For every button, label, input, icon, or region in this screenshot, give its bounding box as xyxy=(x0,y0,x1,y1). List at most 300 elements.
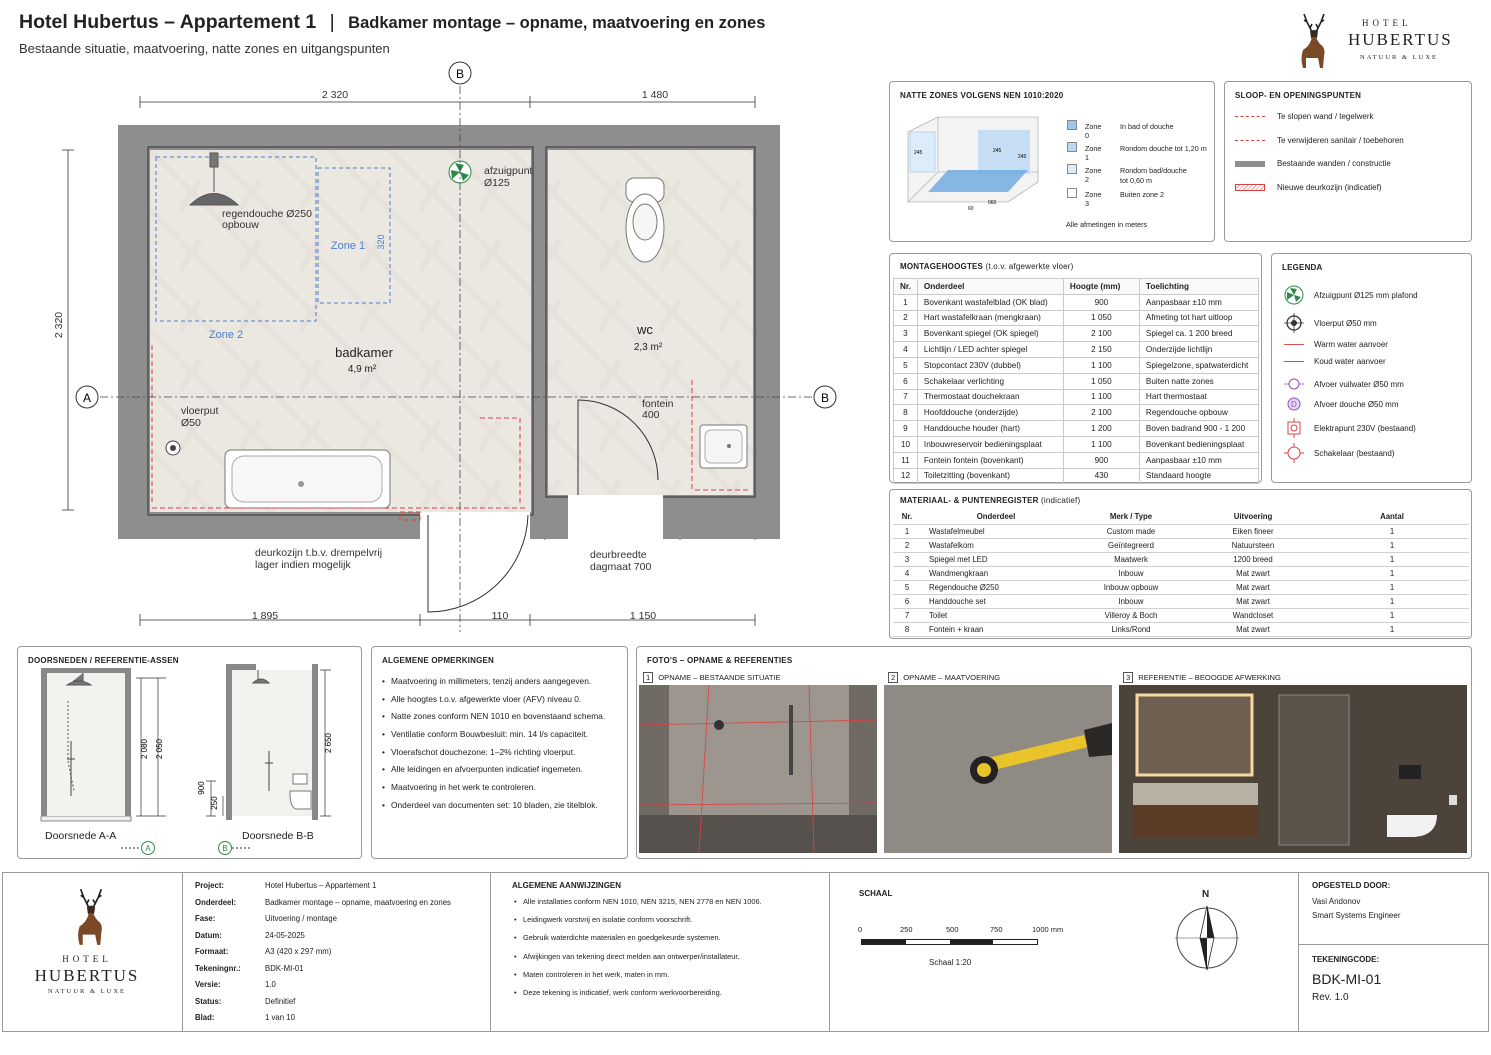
field-key: Onderdeel: xyxy=(195,897,237,907)
cell-nr: 9 xyxy=(894,421,918,437)
legend-label: Warm water aanvoer xyxy=(1314,340,1388,349)
cell-onderdeel: Toiletzitting (bovenkant) xyxy=(917,468,1063,484)
legend-item xyxy=(1284,357,1386,366)
cell-hoogte: 1 050 xyxy=(1063,310,1139,326)
cell-nr: 10 xyxy=(894,436,918,452)
cell-onderdeel: Lichtlijn / LED achter spiegel xyxy=(917,342,1063,358)
cell-merk: Geïntegreerd xyxy=(1071,538,1191,552)
field-value: A3 (420 x 297 mm) xyxy=(265,947,332,956)
dim-top-right: 1 480 xyxy=(641,89,669,101)
scale-tick: 500 xyxy=(946,925,959,934)
section-a-label: Doorsnede A-A xyxy=(45,830,117,842)
author-title: OPGESTELD DOOR: xyxy=(1312,881,1391,890)
logo-line3: NATUUR & LUXE xyxy=(1360,54,1438,61)
deer-icon xyxy=(66,885,116,947)
cell-merk: Villeroy & Boch xyxy=(1071,608,1191,622)
cell-hoogte: 2 100 xyxy=(1063,405,1139,421)
field-value: Uitvoering / montage xyxy=(265,914,337,923)
scale-tick: 250 xyxy=(900,925,913,934)
cell-toelichting: Aanpasbaar ±10 mm xyxy=(1139,452,1258,468)
list-item: • Alle installaties conform NEN 1010, NEN 3215, NEN 2778 en NEN 1006. xyxy=(514,897,762,906)
deer-icon xyxy=(1290,10,1338,70)
cell-uitvoering: 1200 breed xyxy=(1191,552,1315,566)
field-key: Blad: xyxy=(195,1013,215,1022)
power-outlet-icon xyxy=(1284,418,1304,438)
legend-title: LEGENDA xyxy=(1282,263,1323,272)
svg-text:245: 245 xyxy=(914,150,923,156)
floor-plan xyxy=(40,60,870,640)
cell-onderdeel: Fontein + kraan xyxy=(921,622,1071,636)
photo-1-nr: 1 xyxy=(643,672,653,683)
fontein-label-2: 400 xyxy=(642,409,660,421)
photo-2 xyxy=(884,669,1114,855)
photo-2-nr: 2 xyxy=(888,672,898,683)
cell-toelichting: Onderzijde lichtlijn xyxy=(1139,342,1258,358)
table-row xyxy=(894,405,1259,421)
wet-zones-note: Alle afmetingen in meters xyxy=(1066,220,1148,229)
cell-nr: 8 xyxy=(894,405,918,421)
wet-zones-title: NATTE ZONES VOLGENS NEN 1010:2020 xyxy=(900,91,1064,100)
wc-area: 2,3 m² xyxy=(633,342,663,353)
cell-uitvoering: Mat zwart xyxy=(1191,566,1315,580)
section-b-dim-3: 250 xyxy=(210,796,219,810)
list-item: • Onderdeel van documenten set: 10 bladen, zie titelblok. xyxy=(382,800,605,810)
cell-merk: Inbouw opbouw xyxy=(1071,580,1191,594)
legend-item xyxy=(1284,313,1377,333)
cell-onderdeel: Stopcontact 230V (dubbel) xyxy=(917,357,1063,373)
legend-label: Schakelaar (bestaand) xyxy=(1314,448,1395,458)
section-a-dim-2: 2 050 xyxy=(155,738,164,760)
cell-nr: 2 xyxy=(893,538,921,552)
cell-toelichting: Spiegelzone, spatwaterdicht xyxy=(1139,357,1258,373)
demolition-label: Te slopen wand / tegelwerk xyxy=(1277,112,1374,121)
col-toelichting: Toelichting xyxy=(1139,279,1258,295)
door-note-2: lager indien mogelijk xyxy=(255,559,351,571)
cell-hoogte: 1 100 xyxy=(1063,389,1139,405)
field-value: Badkamer montage – opname, maatvoering en zones xyxy=(265,897,451,907)
dim-top-left: 2 320 xyxy=(321,89,349,101)
zone-desc: Rondom bad/douche tot 0,60 m xyxy=(1120,166,1187,185)
cell-nr: 7 xyxy=(893,608,921,622)
remarks-list xyxy=(382,676,605,818)
cell-aantal: 1 xyxy=(1315,580,1469,594)
table-row xyxy=(893,566,1469,580)
list-item: • Alle leidingen en afvoerpunten indicatief ingemeten. xyxy=(382,764,605,774)
cell-hoogte: 1 100 xyxy=(1063,436,1139,452)
list-item: • Maatvoering in het werk te controleren. xyxy=(382,782,605,792)
dim-left: 2 320 xyxy=(53,311,65,339)
field-key: Fase: xyxy=(195,914,216,923)
table-row xyxy=(893,594,1469,608)
cell-nr: 12 xyxy=(894,468,918,484)
wet-zones-panel xyxy=(889,81,1215,242)
cell-merk: Links/Rond xyxy=(1071,622,1191,636)
door-width-1: deurbreedte xyxy=(590,549,647,561)
general-title: ALGEMENE AANWIJZINGEN xyxy=(512,881,622,890)
drain-label-1: vloerput xyxy=(181,405,219,417)
table-row xyxy=(894,294,1259,310)
cell-onderdeel: Schakelaar verlichting xyxy=(917,373,1063,389)
sections-title: DOORSNEDEN / REFERENTIE-ASSEN xyxy=(28,656,179,665)
cell-toelichting: Bovenkant bedieningsplaat xyxy=(1139,436,1258,452)
legend-item xyxy=(1284,374,1404,394)
cell-merk: Inbouw xyxy=(1071,594,1191,608)
photo-3-label: REFERENTIE – BEOOGDE AFWERKING xyxy=(1138,672,1281,682)
general-list xyxy=(514,897,762,1006)
cell-onderdeel: Wastafelmeubel xyxy=(921,524,1071,538)
cell-nr: 2 xyxy=(894,310,918,326)
floor-drain-icon xyxy=(1284,313,1304,333)
materials-table xyxy=(893,510,1469,637)
cell-aantal: 1 xyxy=(1315,608,1469,622)
zone-swatch xyxy=(1067,164,1077,174)
fontein-label-1: fontein xyxy=(642,398,674,410)
table-row xyxy=(893,622,1469,636)
legend-label: Afvoer vuilwater Ø50 mm xyxy=(1314,379,1404,389)
list-item: • Maatvoering in millimeters, tenzij anders aangegeven. xyxy=(382,676,605,686)
cell-hoogte: 900 xyxy=(1063,294,1139,310)
photo-3-nr: 3 xyxy=(1123,672,1133,683)
table-row xyxy=(894,468,1259,484)
fan-label-1: afzuigpunt xyxy=(484,165,533,177)
fan-label-2: Ø125 xyxy=(484,177,510,189)
zone-swatch xyxy=(1067,142,1077,152)
table-row xyxy=(894,436,1259,452)
cell-toelichting: Regendouche opbouw xyxy=(1139,405,1258,421)
hotel-logo xyxy=(1290,10,1470,72)
zone-desc: Buiten zone 2 xyxy=(1120,190,1164,199)
table-row xyxy=(893,538,1469,552)
mounting-table xyxy=(893,278,1259,484)
materials-title-note: (indicatief) xyxy=(1041,496,1081,505)
cell-onderdeel: Handdouche houder (hart) xyxy=(917,421,1063,437)
legend-item xyxy=(1284,340,1388,349)
cell-nr: 3 xyxy=(894,326,918,342)
field-value: Hotel Hubertus – Appartement 1 xyxy=(265,881,377,890)
list-item: • Alle hoogtes t.o.v. afgewerkte vloer (AFV) niveau 0. xyxy=(382,694,605,704)
zone-desc: In bad of douche xyxy=(1120,122,1174,131)
field-value: BDK-MI-01 xyxy=(265,963,304,973)
cell-onderdeel: Hoofddouche (onderzijde) xyxy=(917,405,1063,421)
tb-logo-line3: NATUUR & LUXE xyxy=(48,988,126,995)
remarks-title: ALGEMENE OPMERKINGEN xyxy=(382,656,495,665)
revision: Rev. 1.0 xyxy=(1312,992,1349,1003)
tb-logo-line1: HOTEL xyxy=(62,954,112,964)
section-a-dim-1: 2 080 xyxy=(140,738,149,760)
wet-zones-iso xyxy=(898,112,1048,222)
mounting-title-note: (t.o.v. afgewerkte vloer) xyxy=(985,262,1074,271)
col-onderdeel: Onderdeel xyxy=(921,510,1071,524)
dim-bottom-2: 110 xyxy=(491,610,509,622)
demolition-panel xyxy=(1224,81,1472,242)
door-frame-swatch xyxy=(1235,184,1265,191)
north-label: N xyxy=(1202,889,1210,900)
table-row xyxy=(894,421,1259,437)
photo-2-label: OPNAME – MAATVOERING xyxy=(903,672,1001,682)
zone-name: Zone 2 xyxy=(1085,166,1102,184)
mounting-title xyxy=(900,262,1074,271)
field-key: Datum: xyxy=(195,930,222,940)
field-value: Definitief xyxy=(265,996,296,1006)
demolition-line-swatch xyxy=(1235,116,1265,117)
cell-merk: Maatwerk xyxy=(1071,552,1191,566)
legend-label: Afvoer douche Ø50 mm xyxy=(1314,399,1399,409)
waste-drain-icon xyxy=(1284,374,1304,394)
bathroom-area: 4,9 m² xyxy=(347,364,377,375)
demolition-label: Bestaande wanden / constructie xyxy=(1277,159,1391,168)
zone-name: Zone 3 xyxy=(1085,190,1102,208)
demolition-title: SLOOP- EN OPENINGSPUNTEN xyxy=(1235,91,1362,100)
cell-uitvoering: Mat zwart xyxy=(1191,622,1315,636)
cell-nr: 1 xyxy=(894,294,918,310)
photos-panel xyxy=(636,646,1472,859)
materials-title xyxy=(900,496,1080,505)
cell-onderdeel: Fontein fontein (bovenkant) xyxy=(917,452,1063,468)
col-hoogte: Hoogte (mm) xyxy=(1063,279,1139,295)
svg-text:245: 245 xyxy=(1018,154,1027,160)
title-sub: Badkamer montage – opname, maatvoering en zones xyxy=(348,14,766,32)
cell-nr: 6 xyxy=(894,373,918,389)
cell-toelichting: Boven badrand 900 - 1 200 xyxy=(1139,421,1258,437)
zone-swatch xyxy=(1067,188,1077,198)
logo-line2: HUBERTUS xyxy=(1348,30,1453,49)
cell-toelichting: Aanpasbaar ±10 mm xyxy=(1139,294,1258,310)
legend-item xyxy=(1284,418,1416,438)
table-row xyxy=(893,524,1469,538)
door-note-1: deurkozijn t.b.v. drempelvrij xyxy=(255,547,383,559)
cell-nr: 4 xyxy=(894,342,918,358)
table-row xyxy=(894,326,1259,342)
list-item: • Natte zones conform NEN 1010 en bovenstaand schema. xyxy=(382,711,605,721)
cell-onderdeel: Inbouwreservoir bedieningsplaat xyxy=(917,436,1063,452)
cell-nr: 6 xyxy=(893,594,921,608)
toilet-icon xyxy=(626,178,664,262)
fontein-icon xyxy=(700,425,747,468)
code-title: TEKENINGCODE: xyxy=(1312,955,1380,964)
cell-aantal: 1 xyxy=(1315,552,1469,566)
removal-line-swatch xyxy=(1235,140,1265,141)
cell-toelichting: Standaard hoogte xyxy=(1139,468,1258,484)
demolition-item xyxy=(1235,112,1374,121)
cell-nr: 5 xyxy=(893,580,921,594)
bathtub-icon xyxy=(225,450,390,508)
col-aantal: Aantal xyxy=(1315,510,1469,524)
mounting-title-text: MONTAGEHOOGTES xyxy=(900,262,984,271)
legend-label: Afzuigpunt Ø125 mm plafond xyxy=(1314,290,1418,300)
mounting-heights-panel xyxy=(889,253,1262,483)
list-item: • Deze tekening is indicatief, werk conform werkvoorbereiding. xyxy=(514,988,762,997)
table-row xyxy=(894,342,1259,358)
photos-title: FOTO'S – OPNAME & REFERENTIES xyxy=(647,656,793,665)
list-item: • Gebruik waterdichte materialen en goedgekeurde systemen. xyxy=(514,933,762,942)
wc-label: wc xyxy=(637,322,653,337)
table-row xyxy=(893,580,1469,594)
cell-aantal: 1 xyxy=(1315,594,1469,608)
remarks-panel xyxy=(371,646,628,859)
cold-water-line-icon xyxy=(1284,361,1304,362)
tb-logo-line2: HUBERTUS xyxy=(34,966,140,985)
zone1-label: Zone 1 xyxy=(330,240,366,252)
scale-tick: 750 xyxy=(990,925,1003,934)
cell-merk: Custom made xyxy=(1071,524,1191,538)
demolition-label: Te verwijderen sanitair / toebehoren xyxy=(1277,136,1404,145)
warm-water-line-icon xyxy=(1284,344,1304,345)
field-key: Status: xyxy=(195,996,222,1006)
legend-panel xyxy=(1271,253,1472,483)
cell-aantal: 1 xyxy=(1315,566,1469,580)
table-row xyxy=(893,608,1469,622)
author-role: Smart Systems Engineer xyxy=(1312,911,1401,920)
page-title xyxy=(19,11,765,34)
cell-nr: 11 xyxy=(894,452,918,468)
photo-1 xyxy=(639,669,879,855)
field-value: 1 van 10 xyxy=(265,1013,295,1022)
cell-onderdeel: Wandmengkraan xyxy=(921,566,1071,580)
cell-onderdeel: Spiegel met LED xyxy=(921,552,1071,566)
wall-swatch xyxy=(1235,161,1265,167)
sections-panel xyxy=(17,646,362,859)
cell-hoogte: 900 xyxy=(1063,452,1139,468)
zone2-label: Zone 2 xyxy=(208,329,244,341)
photo-reference-finish xyxy=(1119,685,1467,853)
zone1-height: 320 xyxy=(376,234,386,250)
section-a-axis: A xyxy=(145,844,151,853)
col-nr: Nr. xyxy=(893,510,921,524)
demolition-item xyxy=(1235,159,1391,168)
svg-text:D: D xyxy=(1291,400,1297,409)
dim-bottom-3: 1 150 xyxy=(629,610,657,622)
table-row xyxy=(894,310,1259,326)
axis-a-left: A xyxy=(82,391,92,405)
fan-icon xyxy=(1284,285,1304,305)
col-onderdeel: Onderdeel xyxy=(917,279,1063,295)
table-row xyxy=(893,552,1469,566)
scale-tick: 0 xyxy=(858,925,863,934)
field-value: 1.0 xyxy=(265,980,276,989)
cell-nr: 3 xyxy=(893,552,921,566)
svg-text:60: 60 xyxy=(968,206,974,212)
legend-label: Vloerput Ø50 mm xyxy=(1314,318,1377,328)
cell-nr: 8 xyxy=(893,622,921,636)
demolition-item xyxy=(1235,136,1404,145)
zone-name: Zone 0 xyxy=(1085,122,1102,140)
scale-bar xyxy=(861,939,1038,945)
legend-label: Koud water aanvoer xyxy=(1314,357,1386,366)
logo-line1: HOTEL xyxy=(1362,18,1412,28)
photo-1-label: OPNAME – BESTAANDE SITUATIE xyxy=(658,672,781,682)
table-row xyxy=(894,357,1259,373)
cell-nr: 5 xyxy=(894,357,918,373)
axis-b-top: B xyxy=(455,67,465,81)
shower-drain-icon xyxy=(1284,394,1304,414)
field-key: Tekeningnr.: xyxy=(195,963,241,973)
page-subtitle: Bestaande situatie, maatvoering, natte zones en uitgangspunten xyxy=(19,41,390,56)
cell-aantal: 1 xyxy=(1315,622,1469,636)
list-item: • Maten controleren in het werk, maten in mm. xyxy=(514,970,762,979)
title-separator: | xyxy=(329,11,335,33)
cell-onderdeel: Thermostaat douchekraan xyxy=(917,389,1063,405)
cell-hoogte: 1 200 xyxy=(1063,421,1139,437)
cell-hoogte: 1 100 xyxy=(1063,357,1139,373)
col-merk: Merk / Type xyxy=(1071,510,1191,524)
demolition-label: Nieuwe deurkozijn (indicatief) xyxy=(1277,183,1382,192)
field-key: Project: xyxy=(195,881,225,890)
cell-toelichting: Buiten natte zones xyxy=(1139,373,1258,389)
scale-title: SCHAAL xyxy=(859,889,893,898)
cell-aantal: 1 xyxy=(1315,524,1469,538)
cell-aantal: 1 xyxy=(1315,538,1469,552)
photo-measuring xyxy=(884,685,1112,853)
table-row xyxy=(894,389,1259,405)
rain-label-2: opbouw xyxy=(222,219,259,231)
title-block xyxy=(2,872,1489,1032)
section-b-label: Doorsnede B-B xyxy=(242,830,314,842)
cell-toelichting: Hart thermostaat xyxy=(1139,389,1258,405)
legend-item xyxy=(1284,394,1398,414)
cell-onderdeel: Bovenkant wastafelblad (OK blad) xyxy=(917,294,1063,310)
cell-nr: 1 xyxy=(893,524,921,538)
svg-text:245: 245 xyxy=(993,148,1002,154)
drain-label-2: Ø50 xyxy=(181,417,201,429)
author-name: Vasi Andonov xyxy=(1312,897,1361,906)
cell-hoogte: 2 150 xyxy=(1063,342,1139,358)
section-b-axis: B xyxy=(222,844,228,853)
list-item: • Leidingwerk vorstvrij en isolatie conform voorschrift. xyxy=(514,915,762,924)
cell-onderdeel: Regendouche Ø250 xyxy=(921,580,1071,594)
zone-desc: Rondom douche tot 1,20 m xyxy=(1120,144,1207,153)
titleblock-logo xyxy=(3,873,183,1031)
cell-nr: 7 xyxy=(894,389,918,405)
cell-onderdeel: Bovenkant spiegel (OK spiegel) xyxy=(917,326,1063,342)
cell-hoogte: 430 xyxy=(1063,468,1139,484)
cell-uitvoering: Mat zwart xyxy=(1191,580,1315,594)
section-b-dim-2: 900 xyxy=(197,781,206,795)
floor-drain-icon xyxy=(166,441,180,455)
cell-uitvoering: Mat zwart xyxy=(1191,594,1315,608)
cell-toelichting: Spiegel ca. 1 200 breed xyxy=(1139,326,1258,342)
cell-uitvoering: Natuursteen xyxy=(1191,538,1315,552)
door-width-2: dagmaat 700 xyxy=(590,561,652,573)
cell-uitvoering: Eiken fineer xyxy=(1191,524,1315,538)
field-key: Formaat: xyxy=(195,947,229,956)
cell-toelichting: Afmeting tot hart uitloop xyxy=(1139,310,1258,326)
rain-label-1: regendouche Ø250 xyxy=(222,208,312,220)
photo-3 xyxy=(1119,669,1469,855)
svg-text:060: 060 xyxy=(988,200,997,206)
materials-panel xyxy=(889,489,1472,639)
section-b-dim-1: 2 650 xyxy=(324,732,333,754)
scale-label: Schaal 1:20 xyxy=(929,958,972,967)
col-uitvoering: Uitvoering xyxy=(1191,510,1315,524)
table-row xyxy=(894,373,1259,389)
legend-item xyxy=(1284,285,1418,305)
legend-label: Elektrapunt 230V (bestaand) xyxy=(1314,423,1416,433)
cell-onderdeel: Hart wastafelkraan (mengkraan) xyxy=(917,310,1063,326)
photo-existing-situation xyxy=(639,685,877,853)
field-value: 24-05-2025 xyxy=(265,930,305,940)
cell-nr: 4 xyxy=(893,566,921,580)
scale-tick: 1000 mm xyxy=(1032,925,1064,934)
list-item: • Afwijkingen van tekening direct melden aan ontwerper/installateur. xyxy=(514,952,762,961)
cell-merk: Inbouw xyxy=(1071,566,1191,580)
cell-onderdeel: Handdouche set xyxy=(921,594,1071,608)
cell-uitvoering: Wandcloset xyxy=(1191,608,1315,622)
title-main: Hotel Hubertus – Appartement 1 xyxy=(19,11,317,33)
cell-hoogte: 2 100 xyxy=(1063,326,1139,342)
axis-b-right: B xyxy=(820,391,830,405)
zone-name: Zone 1 xyxy=(1085,144,1102,162)
list-item: • Vloerafschot douchezone: 1–2% richting vloerput. xyxy=(382,747,605,757)
